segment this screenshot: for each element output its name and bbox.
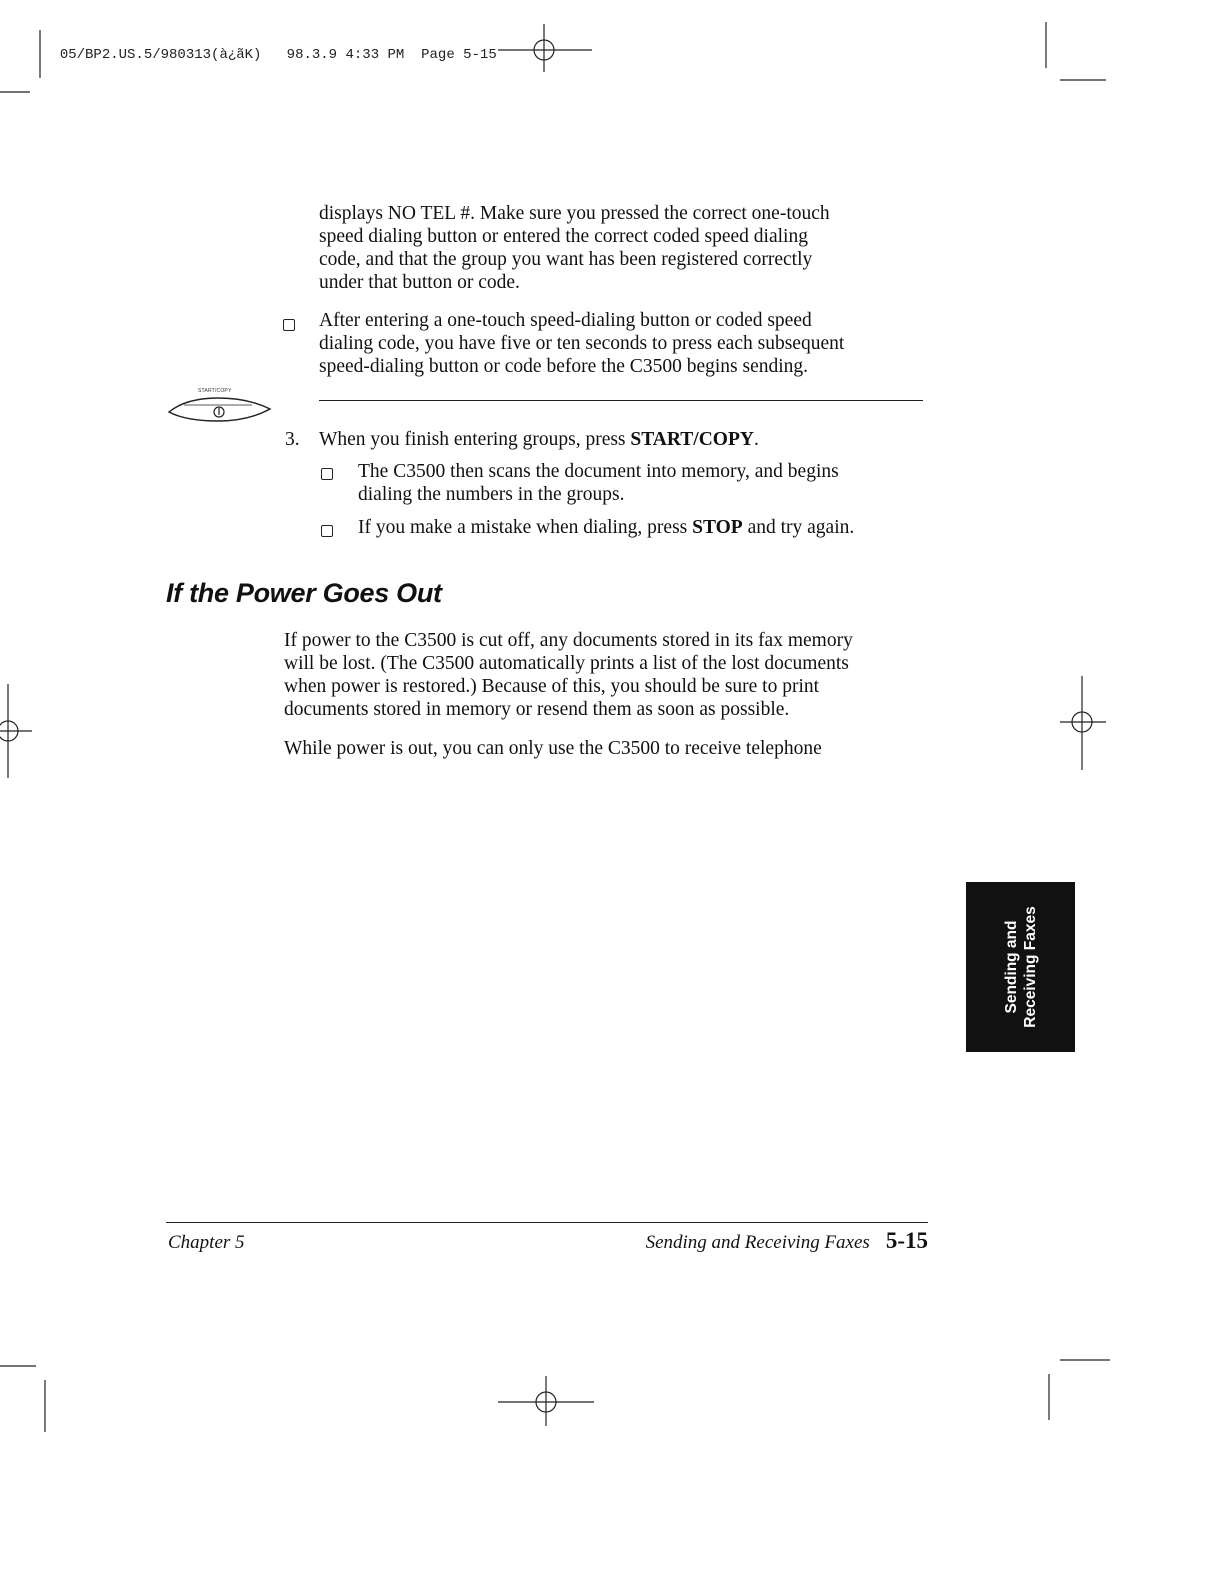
- power-paragraph: [284, 629, 934, 721]
- step-3-text: [319, 428, 939, 451]
- stop-key-label: STOP: [692, 517, 743, 538]
- print-header-date: 98.3.9: [286, 47, 338, 63]
- text-line: speed-dialing button or code before the C3500 begins sending.: [319, 356, 809, 377]
- section-heading: If the Power Goes Out: [166, 578, 442, 608]
- tab-line-1: Sending and: [1002, 920, 1020, 1014]
- checkbox-bullet-icon: [321, 468, 333, 480]
- step-3-text-after: .: [753, 429, 759, 450]
- text-line: If power to the C3500 is cut off, any documents stored in its fax memory: [284, 630, 853, 651]
- print-header-time: 4:33 PM: [345, 47, 405, 63]
- text-line: The C3500 then scans the document into memory, and begins: [358, 461, 839, 482]
- stop-text-after: and try again.: [742, 517, 855, 538]
- checkbox-bullet-icon: [321, 525, 333, 537]
- text-line: speed dialing button or entered the correct coded speed dialing: [319, 226, 808, 247]
- step-3-text-before: When you finish entering groups, press: [319, 429, 631, 450]
- checkbox-bullet-icon: [283, 319, 295, 331]
- text-line: displays NO TEL #. Make sure you pressed the correct one-touch: [319, 203, 830, 224]
- start-copy-illustration: [166, 388, 276, 428]
- chapter-side-tab-label: [1002, 906, 1040, 1027]
- text-line: code, and that the group you want has been registered correctly: [319, 249, 813, 270]
- start-copy-caption: START/COPY: [198, 388, 232, 394]
- print-header-page: Page 5-15: [421, 47, 497, 63]
- footer-rule: [166, 1222, 928, 1223]
- text-line: under that button or code.: [319, 272, 520, 293]
- divider-rule: [319, 400, 923, 401]
- footer-section-title: Sending and Receiving Faxes: [645, 1232, 870, 1253]
- print-header-slug: 05/BP2.US.5/980313(à¿ãK): [59, 47, 262, 63]
- start-copy-key-icon: [166, 394, 276, 430]
- footer-chapter: Chapter 5: [168, 1232, 245, 1253]
- step-3-bullet-scan: [358, 460, 938, 506]
- chapter-side-tab: [966, 882, 1075, 1052]
- tab-line-2: Receiving Faxes: [1021, 906, 1039, 1028]
- text-line: dialing code, you have five or ten seconds to press each subsequent: [319, 333, 845, 354]
- step-3-bullet-stop: [358, 516, 938, 539]
- power-paragraph-2: While power is out, you can only use the C3500 to receive telephone: [284, 738, 822, 759]
- text-line: when power is restored.) Because of this, you should be sure to print: [284, 676, 820, 697]
- text-line: After entering a one-touch speed-dialing button or coded speed: [319, 310, 812, 331]
- text-line: dialing the numbers in the groups.: [358, 484, 625, 505]
- footer-right: [600, 1228, 928, 1254]
- continued-paragraph: [319, 202, 939, 294]
- text-line: will be lost. (The C3500 automatically prints a list of the lost documents: [284, 653, 849, 674]
- start-copy-key-label: START/COPY: [630, 429, 754, 450]
- text-line: documents stored in memory or resend them as soon as possible.: [284, 699, 790, 720]
- step-number: 3.: [285, 429, 300, 450]
- footer-page-number: 5-15: [885, 1228, 928, 1253]
- note-bullet-text: [319, 309, 939, 378]
- stop-text-before: If you make a mistake when dialing, press: [358, 517, 693, 538]
